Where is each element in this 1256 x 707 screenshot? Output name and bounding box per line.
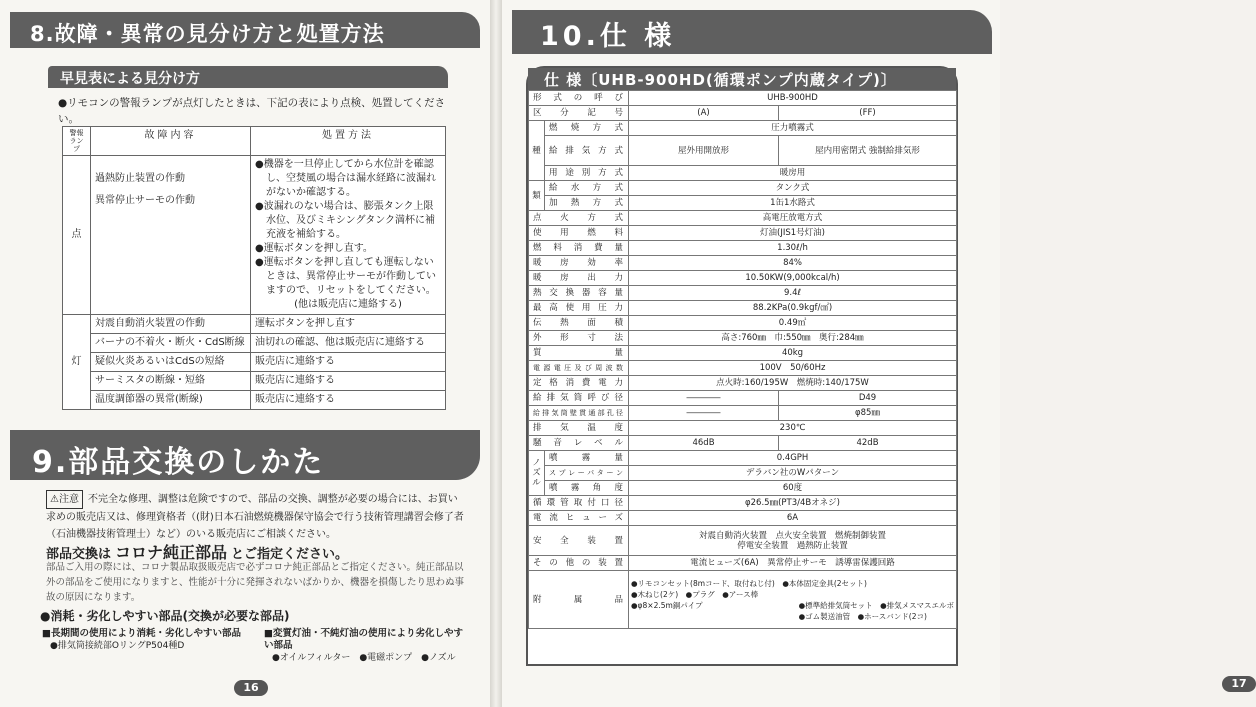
book-gutter	[490, 0, 502, 707]
accessory-ff	[799, 600, 954, 622]
table-row-action: 販売店に連絡する	[251, 353, 446, 372]
caution-text: 不完全な修理、調整は危険ですので、部品の交換、調整が必要の場合には、お買い求めの販売店又は、修理資格者（(財)日本石油燃焼機器保守協会で行う技術管理講習会修了者（石油機器技術管理士）など）のいる販売店にご相談ください。	[46, 494, 464, 540]
table-row-cause: 対震自動消火装置の作動	[91, 315, 251, 334]
spec-label: 暖房出力	[529, 271, 629, 286]
spec-value-a: ――――	[629, 406, 779, 421]
spec-value: 84%	[629, 256, 957, 271]
table-row-cause: バーナの不着火・断火・CdS断線	[91, 334, 251, 353]
header-action: 処置方法	[251, 127, 446, 156]
caution-block	[46, 490, 466, 543]
spec-label: 点火方式	[529, 211, 629, 226]
spec-value-a: (A)	[629, 106, 779, 121]
group-label: 類	[529, 181, 545, 211]
spec-value: φ26.5㎜(PT3/4Bオネジ)	[629, 496, 957, 511]
spec-label: 区分記号	[529, 106, 629, 121]
parts-paragraph: 部品ご入用の際には、コロナ製品取扱販売店で必ずコロナ純正部品とご指定ください。純正部品以外の部品をご使用になりますと、性能が十分に発揮されないばかりか、機器を損傷したり思わぬ事故の原因になります。	[46, 562, 465, 603]
spec-label: 定格消費電力	[529, 376, 629, 391]
accessory-row	[631, 600, 954, 622]
section-8-heading: 8.故障・異常の見分け方と処置方法	[10, 12, 480, 48]
corona-pre: 部品交換は	[46, 547, 112, 562]
spec-label: 燃焼方式	[545, 121, 629, 136]
spec-value: 電流ヒューズ(6A) 異常停止サーモ 誘導雷保護回路	[629, 556, 957, 571]
lit-causes	[91, 156, 251, 315]
spec-label: 給排気筒壁貫通部孔径	[529, 406, 629, 421]
spec-value-a: ――――	[629, 391, 779, 406]
spec-value-a: 屋外用開放形	[629, 136, 779, 166]
trouble-table	[62, 126, 446, 410]
action-note: (他は販売店に連絡する)	[294, 299, 402, 310]
spec-title: 仕 様〔UHB-900HD(循環ポンプ内蔵タイプ)〕	[528, 68, 956, 90]
spec-value-ff: 屋内用密閉式 強制給排気形	[779, 136, 957, 166]
spec-label: 形式の呼び	[529, 91, 629, 106]
quick-table-heading: 早見表による見分け方	[48, 66, 448, 88]
accessory-line: ●φ8×2.5m銅パイプ	[631, 600, 703, 610]
spec-value: 圧力噴霧式	[629, 121, 957, 136]
lamp-on-label: 灯	[63, 315, 91, 410]
accessory-line: ●リモコンセット(8mコード、取付ねじ付) ●本体固定金具(2セット)	[631, 578, 867, 588]
spec-label: 給排気方式	[545, 136, 629, 166]
spec-label: 伝熱面積	[529, 316, 629, 331]
table-row-action: 運転ボタンを押し直す	[251, 315, 446, 334]
spec-value	[629, 526, 957, 556]
page-number: 16	[234, 680, 268, 696]
spec-table	[528, 90, 957, 629]
list-longterm	[42, 628, 262, 652]
safety-line: 停電安全装置 過熱防止装置	[737, 540, 848, 551]
spec-label: 給排気筒呼び径	[529, 391, 629, 406]
accessories	[629, 571, 957, 629]
spec-value: 点火時:160/195W 燃焼時:140/175W	[629, 376, 957, 391]
spec-label: 加熱方式	[545, 196, 629, 211]
spec-box	[526, 66, 958, 666]
spec-value: 高電圧放電方式	[629, 211, 957, 226]
spec-label: 噴霧角度	[545, 481, 629, 496]
group-label: 種	[529, 121, 545, 181]
table-row-cause: サーミスタの断線・短絡	[91, 372, 251, 391]
page-16	[0, 0, 490, 707]
spec-label: 附属品	[529, 571, 629, 629]
spec-label: 最高使用圧力	[529, 301, 629, 316]
table-row-action: 油切れの確認、他は販売店に連絡する	[251, 334, 446, 353]
spec-label: 循環管取付口径	[529, 496, 629, 511]
spec-value: 100V 50/60Hz	[629, 361, 957, 376]
list-title: ■長期間の使用により消耗・劣化しやすい部品	[42, 628, 241, 639]
spec-value-ff: φ85㎜	[779, 406, 957, 421]
spec-value-a: 46dB	[629, 436, 779, 451]
spec-label: 騒音レベル	[529, 436, 629, 451]
header-lamp: 警報ランプ	[63, 127, 91, 156]
spec-value: 9.4ℓ	[629, 286, 957, 301]
caution-tag: ⚠注意	[46, 490, 83, 509]
corona-post: とご指定ください。	[231, 547, 349, 562]
spec-value-ff: D49	[779, 391, 957, 406]
cause-overheat: 過熱防止装置の作動	[95, 173, 185, 184]
spec-label: 質量	[529, 346, 629, 361]
action-item: ●波漏れのない場合は、膨張タンク上限水位、及びミキシングタンク満杯に補充液を補給する。	[255, 201, 436, 240]
spec-label: 使用燃料	[529, 226, 629, 241]
spec-value-ff: (FF)	[779, 106, 957, 121]
section-10-heading: 10.仕 様	[512, 10, 992, 54]
spec-label: 給水方式	[545, 181, 629, 196]
spec-value: 灯油(JIS1号灯油)	[629, 226, 957, 241]
page-number: 17	[1222, 676, 1256, 692]
action-item: ●運転ボタンを押し直しても運転しないときは、異常停止サーモが作動していますので、リセットをしてください。	[255, 257, 436, 296]
spec-label: 安全装置	[529, 526, 629, 556]
spec-label: 外形寸法	[529, 331, 629, 346]
spec-label: 暖房効率	[529, 256, 629, 271]
group-label: ノズル	[529, 451, 545, 496]
spec-label: 燃料消費量	[529, 241, 629, 256]
spec-value: タンク式	[629, 181, 957, 196]
spec-label: 熱交換器容量	[529, 286, 629, 301]
section-9-heading: 9.部品交換のしかた	[10, 430, 480, 480]
spec-value: デラバン社のWパターン	[629, 466, 957, 481]
table-row-cause: 疑似火炎あるいはCdSの短絡	[91, 353, 251, 372]
spec-value-ff: 42dB	[779, 436, 957, 451]
spec-value: 暖房用	[629, 166, 957, 181]
action-item: ●運転ボタンを押し直す。	[255, 243, 373, 254]
intro-note: ●リモコンの警報ランプが点灯したときは、下記の表により点検、処置してください。	[58, 97, 446, 125]
lamp-lit-label: 点	[63, 156, 91, 315]
spec-value: 1缶1水路式	[629, 196, 957, 211]
lit-actions	[251, 156, 446, 315]
list-bad-fuel	[264, 628, 472, 664]
spec-label: スプレーパターン	[545, 466, 629, 481]
accessory-line: ●木ねじ(2ケ) ●プラグ ●アース棒	[631, 589, 759, 599]
safety-line: 対震自動消火装置 点火安全装置 燃焼制御装置	[699, 530, 887, 541]
spec-label: 電流ヒューズ	[529, 511, 629, 526]
spec-label: 用途別方式	[545, 166, 629, 181]
header-cause: 故障内容	[91, 127, 251, 156]
list-title: ■変質灯油・不純灯油の使用により劣化しやすい部品	[264, 628, 463, 651]
spec-value: 230℃	[629, 421, 957, 436]
spec-label: 噴霧量	[545, 451, 629, 466]
spec-value: 60度	[629, 481, 957, 496]
corona-genuine: コロナ純正部品	[115, 543, 228, 562]
spec-label: 排気温度	[529, 421, 629, 436]
spec-value: 6A	[629, 511, 957, 526]
action-item: ●機器を一旦停止してから水位計を確認し、空焚風の場合は漏水経路に波漏れがないか確認する。	[255, 159, 436, 198]
parts-heading: ●消耗・劣化しやすい部品(交換が必要な部品)	[40, 609, 290, 623]
spec-value: 0.4GPH	[629, 451, 957, 466]
table-row-cause: 温度調節器の異常(断線)	[91, 391, 251, 410]
spec-value: 0.49㎡	[629, 316, 957, 331]
table-row-action: 販売店に連絡する	[251, 391, 446, 410]
spec-value: UHB-900HD	[629, 91, 957, 106]
spec-value: 1.30ℓ/h	[629, 241, 957, 256]
table-row-action: 販売店に連絡する	[251, 372, 446, 391]
spec-label: その他の装置	[529, 556, 629, 571]
spec-value: 10.50KW(9,000kcal/h)	[629, 271, 957, 286]
spec-label: 電源電圧及び周波数	[529, 361, 629, 376]
spec-value: 40kg	[629, 346, 957, 361]
spec-value: 88.2KPa(0.9kgf/㎠)	[629, 301, 957, 316]
list-items: ●排気筒接続部OリングP504種D	[50, 641, 185, 651]
accessory-line: ●ゴム製送油管 ●ホースバンド(2コ)	[798, 611, 927, 621]
accessory-line: ●標準給排気筒セット ●排気メスマスエルボ	[798, 600, 955, 610]
spec-value: 高さ:760㎜ 巾:550㎜ 奥行:284㎜	[629, 331, 957, 346]
cause-abnormal-stop: 異常停止サーモの作動	[95, 195, 195, 206]
list-items: ●オイルフィルター ●電磁ポンプ ●ノズル	[272, 653, 456, 663]
